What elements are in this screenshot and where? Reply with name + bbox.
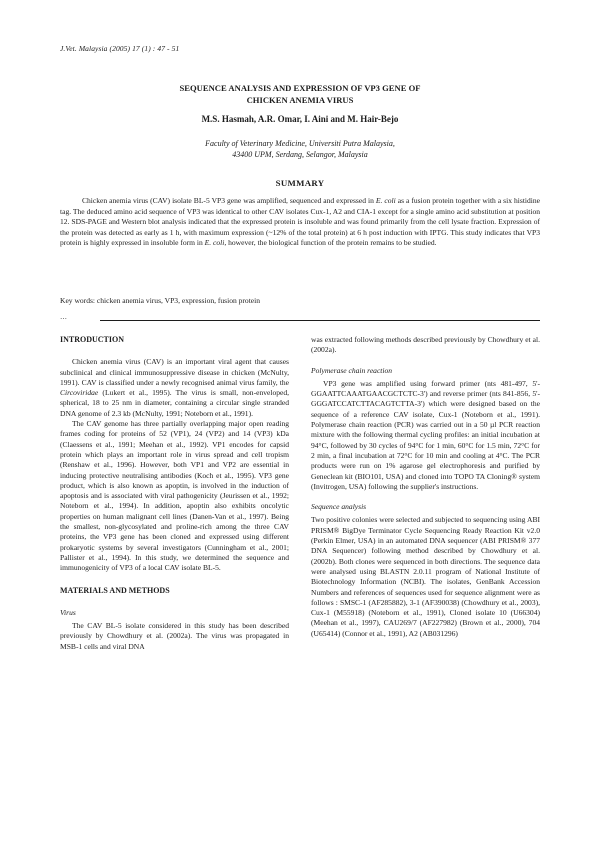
sequence-analysis-paragraph: Two positive colonies were selected and subjected to sequencing using ABI PRISM® BigDye Terminator Cycle Sequencing Ready Reaction Kit v2.0 (Perkin Elmer, USA) in an automated DNA sequencer (ABI PRISM® 377 DNA Sequencer) following method described by Chowdhury et al. (2002b). Both clones were sequenced in both directions. The sequence data were analysed using BLASTN 2.0.11 program of National Institute of Biotechnology Information (NCBI). The isolates, GenBank Accession Numbers and references of sequences used for sequence alignment were as follows : SMSC-1 (AF285882), 3-1 (AF390038) (Chowdhury et al., 2003), Cux-1 (M55918) (Noteborn et al., 1991), Cloned isolate 10 (U66304) (Meehan et al., 1997), CAU269/7 (AF227982) (Brown et al., 2000), 704 (U65414) (Connor et al., 1991), A2 (AB031296) xyxy=(311,515,540,638)
left-column xyxy=(60,335,289,652)
intro-paragraph-1 xyxy=(60,357,289,419)
author-list: M.S. Hasmah, A.R. Omar, I. Aini and M. Hair-Bejo xyxy=(201,114,399,124)
intro-p1-part-1: Chicken anemia virus (CAV) is an important viral agent that causes subclinical and clinical immunosuppressive disease in chicken (McNulty, 1991). CAV is classified under a newly recognised animal virus family, the xyxy=(60,357,289,387)
title-line-2: CHICKEN ANEMIA VIRUS xyxy=(246,95,354,105)
introduction-heading: INTRODUCTION xyxy=(60,335,125,344)
pcr-subheading: Polymerase chain reaction xyxy=(311,365,393,375)
intro-paragraph-2: The CAV genome has three partially overlapping major open reading frames coding for proteins of 52 (VP1), 24 (VP2) and 14 (VP3) kDa (Claessens et al., 1991; Meehan et al., 1992). VP1 encodes for capsid protein which plays an important role in virus spread and cell tropism (Renshaw et al., 1996). However, both VP1 and VP2 are essential in inducing protective neutralising antibodies (Koch et al., 1995). VP3 gene product, which is also known as apoptin, is involved in the induction of apoptosis and is associated with viral pathogenicity (Jeurissen et al., 1992; Noteborn et al., 1994). In addition, apoptin also exhibits oncolytic properties on human malignant cell lines (Danen-Van et al., 1997). Being the smallest, non-glycosylated and proline-rich among the three CAV proteins, the VP3 gene has been cloned and expressed using different prokaryotic systems by several investigators (Cunningham et al., 2001; Pallister et al., 1994). In this study, we determined the sequence and immunogenicity of VP3 of a local CAV isolate BL-5. xyxy=(60,419,289,573)
sequence-analysis-subheading: Sequence analysis xyxy=(311,502,367,512)
abstract-text xyxy=(60,196,540,249)
abstract-species-2: E. coli xyxy=(204,238,225,248)
methods-heading: MATERIALS AND METHODS xyxy=(60,585,170,595)
abstract-part-3: , however, the biological function of the protein remains to be studied. xyxy=(224,238,437,248)
journal-citation: J.Vet. Malaysia (2005) 17 (1) : 47 - 51 xyxy=(60,44,180,53)
abstract-part-2: as a fusion protein together with a six histidine tag. The deduced amino acid sequence of VP3 was identical to other CAV isolates Cux-1, A2 and CIA-1 except for a single amino acid substitution at position 12. SDS-PAGE and Western blot analysis indicated that the expressed protein is insoluble and was found primarily from the cell lysate fraction. Expression of the protein was detected as early as 1 h, with maximum expression (~12% of the total protein) at 6 h post induction with IPTG. This study indicates that VP3 protein is highly expressed in insoluble form in xyxy=(60,196,541,248)
title-line-1: SEQUENCE ANALYSIS AND EXPRESSION OF VP3 GENE OF xyxy=(179,83,421,93)
pcr-paragraph: VP3 gene was amplified using forward primer (nts 481-497, 5'-GGAATTCAAATGAACGCTCTC-3') and reverse primer (nts 841-856, 5'-GGGATCCATCTTACAGTCTTA-3') which were designed based on the sequence of a reference CAV isolate, Cux-1 (Noteborn et al., 1991). Polymerase chain reaction (PCR) was carried out in a 50 µl PCR reaction mixture with the following thermal cycling profiles: an initial incubation at 94°C, followed by 30 cycles of 94°C for 1 min, 60°C for 1.5 min, 72°C for 2 min, a final incubation at 72°C for 10 min and cooling at 4°C. The PCR products were run on 1% agarose gel electrophoresis and purified by Geneclean kit (BIO101, USA) and cloned into TOPO TA Cloning® system (Invitrogen, USA) following the supplier's instructions. xyxy=(311,378,540,491)
virus-paragraph: The CAV BL-5 isolate considered in this study has been described previously by Chowdhury et al. (2002a). The virus was propagated in MSB-1 cells and viral DNA xyxy=(60,621,289,651)
affiliation-line-2: 43400 UPM, Serdang, Selangor, Malaysia xyxy=(232,150,368,159)
summary-heading: SUMMARY xyxy=(275,178,325,188)
section-gap xyxy=(60,574,289,586)
right-column xyxy=(311,335,540,639)
continued-paragraph: was extracted following methods described previously by Chowdhury et al. (2002a). xyxy=(311,335,540,355)
separator-rule xyxy=(100,320,540,321)
article-title xyxy=(80,82,520,106)
affiliation-line-1: Faculty of Veterinary Medicine, Universiti Putra Malaysia, xyxy=(205,139,395,148)
affiliation xyxy=(0,138,600,160)
abstract-part-1: Chicken anemia virus (CAV) isolate BL-5 VP3 gene was amplified, sequenced and expressed in xyxy=(82,196,376,205)
intro-p1-part-2: (Lukert et al., 1995). The virus is small, non-enveloped, spherical, 18 to 25 nm in diameter, containing a circular single stranded DNA genome of 2.3 kb (McNulty, 1991; Noteborn et al., 1991). xyxy=(60,388,289,418)
abstract-species-1: E. coli xyxy=(375,196,396,205)
keywords: Key words: chicken anemia virus, VP3, expression, fusion protein xyxy=(60,296,261,305)
intro-p1-family: Circoviridae xyxy=(60,388,99,398)
virus-subheading: Virus xyxy=(60,607,76,617)
separator-dots: … xyxy=(60,313,67,321)
